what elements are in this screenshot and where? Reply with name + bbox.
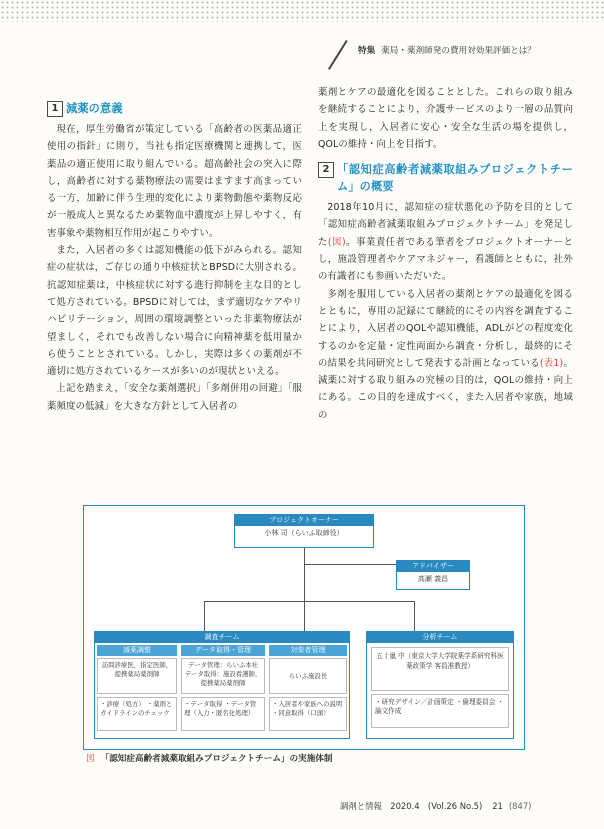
- page-footer: [340, 800, 531, 812]
- connector-line: [414, 601, 415, 631]
- running-header: [358, 44, 536, 56]
- connector-line: [304, 564, 396, 565]
- subteam-members: 訪問診療医，指定医師，提携薬局薬剤師: [97, 658, 177, 694]
- subteam-data: [181, 645, 265, 731]
- section-number: 1: [47, 101, 63, 117]
- survey-team-header: 調査チーム: [95, 632, 349, 643]
- page-number: 21: [492, 801, 503, 811]
- header-feature-label: 特集: [358, 46, 376, 56]
- subteam-members: らいふ施設長: [269, 658, 347, 694]
- subteam-reduction: [97, 645, 177, 731]
- paragraph: 薬剤とケアの最適化を図ることとした。これらの取り組みを継続することにより，介護サービスのより一層の品質向上を実現し，入居者に安心・安全な生活の場を提供し，QOLの維持・向上を目指す。: [318, 87, 573, 150]
- advisor-name: 高瀬 義昌: [417, 575, 449, 583]
- text-run: 。減薬に対する取り組みの究極の目的は，QOLの維持・向上にある。この目的を達成すべく，また入居者や家族，地域の: [318, 357, 573, 421]
- subteam-tasks: ・診療（処方） ・薬剤とガイドラインのチェック: [97, 697, 177, 731]
- header-title: 薬局・薬剤師発の費用対効果評価とは？: [381, 46, 536, 56]
- subteam-tasks: ・データ取得 ・データ管理（入力・匿名化処理）: [181, 697, 265, 731]
- subteam-tasks: ・入居者や家族への説明 ・同意取得（口頭）: [269, 697, 347, 731]
- total-page-number: (847): [508, 801, 532, 811]
- section-2-heading: [318, 161, 573, 195]
- figure-reference[interactable]: (図): [327, 236, 346, 248]
- connector-line: [204, 601, 414, 602]
- subteam-members: データ管理：らいふ本社 データ取得：施設看護師，提携薬局薬剤師: [181, 658, 265, 694]
- paragraph: 現在，厚生労働省が策定している「高齢者の医薬品適正使用の指針」に則り，当社も指定医療機関と連携して，医薬品の適正使用に取り組んでいる。超高齢社会の突入に際し，高齢者に対する薬物療法の需要はますます高まっている一方，加齢に伴う生理的変化により薬物動態や薬物反応が一般成人と異なるため薬物血中濃度が上昇しやすく，有害事象や薬物相互作用が起こりやすい。: [47, 124, 302, 239]
- section-title: 減薬の意義: [66, 102, 123, 115]
- analysis-team-box: [366, 631, 514, 739]
- subteam-header: データ取得・管理: [181, 645, 265, 656]
- section-1-heading: [47, 100, 302, 117]
- left-column: [47, 100, 302, 415]
- connector-line: [304, 540, 305, 640]
- owner-header: プロジェクトオーナー: [235, 515, 373, 526]
- connector-line: [204, 601, 205, 631]
- advisor-box: [396, 560, 470, 590]
- analysis-members: 五十嵐 中（東京大学大学院薬学系研究科医薬政策学 客員准教授）: [371, 647, 509, 691]
- paragraph: また，入居者の多くは認知機能の低下がみられる。認知症の症状は，ご存じの通り中核症状とBPSDに大別される。抗認知症薬は，中核症状に対する進行抑制を主な目的として処方されている。BPSDに対しては，まず適切なケアやリハビリテーション，周囲の環境調整といった非薬物療法が望ましく，それでも改善しない場合に向精神薬を低用量から使うこととされている。しかし，実際は多くの薬剤が不適切に処方されているケースが多いのが現状といえる。: [47, 245, 302, 378]
- figure-caption: [86, 752, 332, 764]
- subteam-header: 減薬調整: [97, 645, 177, 656]
- text-run: 2018年10月に，認知症の症状悪化の予防を目的として「認知症高齢者減薬取組みプロジェクトチーム」を発足した: [318, 202, 573, 248]
- paragraph: [318, 286, 573, 424]
- subteam-subjects: [269, 645, 347, 731]
- dotted-top-border: [0, 0, 604, 22]
- text-run: 多剤を服用している入居者の薬剤とケアの最適化を図るとともに，専用の記録にて継続的にその内容を調査することにより，入居者のQOLや認知機能，ADLがどの程度変化するのかを定量・定性両面から調査・分析し，最終的にその結果を共同研究として発表する計画となっている: [318, 288, 573, 369]
- subteam-header: 対象者管理: [269, 645, 347, 656]
- org-chart: [83, 505, 525, 750]
- caption-marker: 図: [86, 754, 95, 764]
- paragraph: 上記を踏まえ，「安全な薬剤選択」「多剤併用の回避」「服薬頻度の低減」を大きな方針として入居者の: [47, 383, 302, 412]
- caption-text: 「認知症高齢者減薬取組みプロジェクトチーム」の実施体制: [100, 754, 333, 764]
- advisor-header: アドバイザー: [397, 561, 469, 572]
- section-number: 2: [318, 162, 334, 178]
- right-column: [318, 84, 573, 424]
- header-slash: [328, 40, 348, 70]
- survey-team-box: [94, 631, 350, 739]
- owner-name: 小林 司（らいふ取締役）: [264, 529, 344, 537]
- paragraph: [318, 199, 573, 285]
- owner-box: [234, 514, 374, 548]
- section-title: 「認知症高齢者減薬取組みプロジェクトチーム」の概要: [337, 163, 573, 194]
- analysis-tasks: ・研究デザイン／計画策定 ・倫理委員会 ・論文作成: [371, 694, 509, 728]
- table-reference[interactable]: (表1): [539, 357, 564, 369]
- text-run: 。事業責任者である筆者をプロジェクトオーナーとし，施設管理者やケアマネジャー，看護師とともに，社外の有識者にも参画いただいた。: [318, 236, 574, 283]
- analysis-team-header: 分析チーム: [367, 632, 513, 643]
- journal-name: 調剤と情報 2020.4 (Vol.26 No.5): [340, 801, 483, 811]
